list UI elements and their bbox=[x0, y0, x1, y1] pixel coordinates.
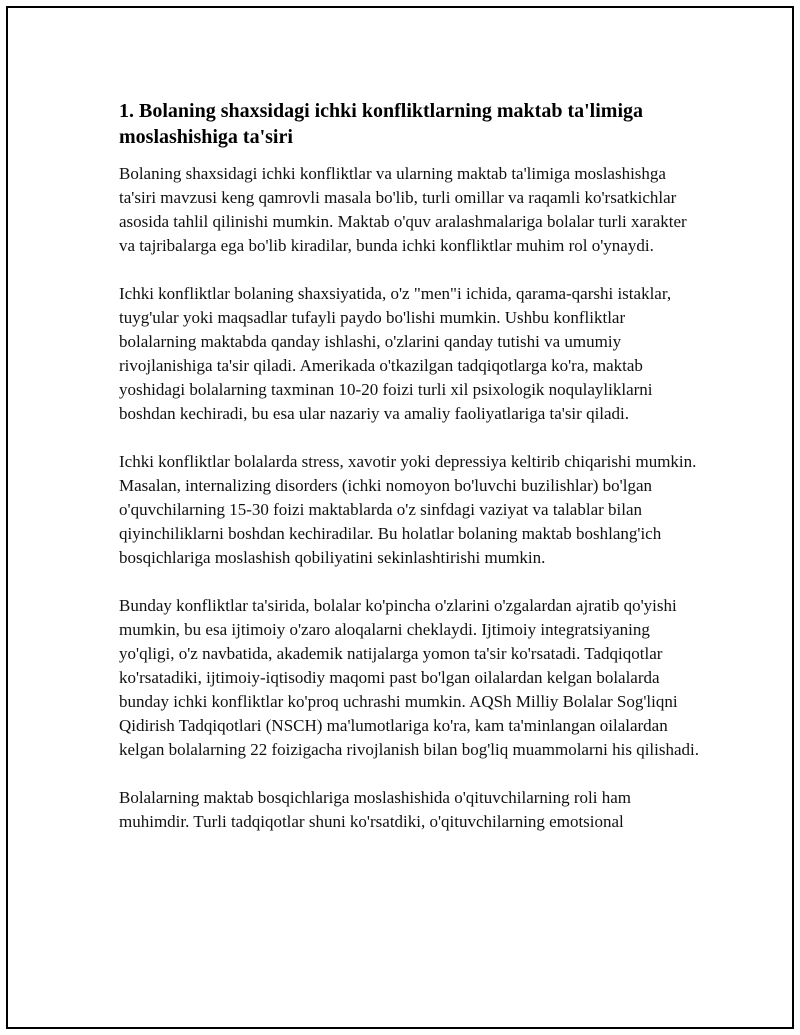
paragraph-5: Bolalarning maktab bosqichlariga moslashishida o'qituvchilarning roli ham muhimdir. Turli tadqiqotlar shuni ko'rsatdiki, o'qituvchilarning emotsional bbox=[119, 788, 632, 831]
section-heading: 1. Bolaning shaxsidagi ichki konfliktlarning maktab ta'limiga moslashishiga ta'siri bbox=[119, 100, 644, 148]
paragraph-1: Bolaning shaxsidagi ichki konfliktlar va ularning maktab ta'limiga moslashishga ta'siri mavzusi keng qamrovli masala bo'lib, turli omillar va raqamli ko'rsatkichlar asosida tahlil qilinishi mumkin. Maktab o'quv aralashmalariga bolalar turli xarakter va tajribalarga ega bo'lib kiradilar, bunda ichki konfliktlar muhim rol o'ynaydi. bbox=[119, 164, 687, 255]
paragraph-2: Ichki konfliktlar bolaning shaxsiyatida, o'z "men"i ichida, qarama-qarshi istaklar, tuyg'ular yoki maqsadlar tufayli paydo bo'lishi mumkin. Ushbu konfliktlar bolalarning maktabda qanday ishlashi, o'zlarini qanday tutishi va umumiy rivojlanishiga ta'sir qiladi. Amerikada o'tkazilgan tadqiqotlarga ko'ra, maktab yoshidagi bolalarning taxminan 10-20 foizi turli xil psixologik noqulayliklarni boshdan kechiradi, bu esa ular nazariy va amaliy faoliyatlariga ta'sir qiladi. bbox=[119, 284, 672, 423]
page-frame bbox=[6, 6, 794, 1029]
paragraph-4: Bunday konfliktlar ta'sirida, bolalar ko'pincha o'zlarini o'zgalardan ajratib qo'yishi mumkin, bu esa ijtimoiy o'zaro aloqalarni cheklaydi. Ijtimoiy integratsiyaning yo'qligi, o'z navbatida, akademik natijalarga yomon ta'sir ko'rsatadi. Tadqiqotlar ko'rsatadiki, ijtimoiy-iqtisodiy maqomi past bo'lgan oilalardan kelgan bolalarda bunday ichki konfliktlar ko'proq uchrashi mumkin. AQSh Milliy Bolalar Sog'liqni Qidirish Tadqiqotlari (NSCH) ma'lumotlariga ko'ra, kam ta'minlangan oilalardan kelgan bolalarning 22 foizigacha rivojlanish bilan bog'liq muammolarni his qilishadi. bbox=[119, 596, 700, 759]
document-body bbox=[119, 98, 699, 858]
paragraph-3: Ichki konfliktlar bolalarda stress, xavotir yoki depressiya keltirib chiqarishi mumkin. Masalan, internalizing disorders (ichki nomoyon bo'luvchi buzilishlar) bo'lgan o'quvchilarning 15-30 foizi maktablarda o'z sinfdagi vaziyat va talablar bilan qiyinchiliklarni boshdan kechiradilar. Bu holatlar bolaning maktab boshlang'ich bosqichlariga moslashish qobiliyatini sekinlashtirishi mumkin. bbox=[119, 452, 697, 567]
